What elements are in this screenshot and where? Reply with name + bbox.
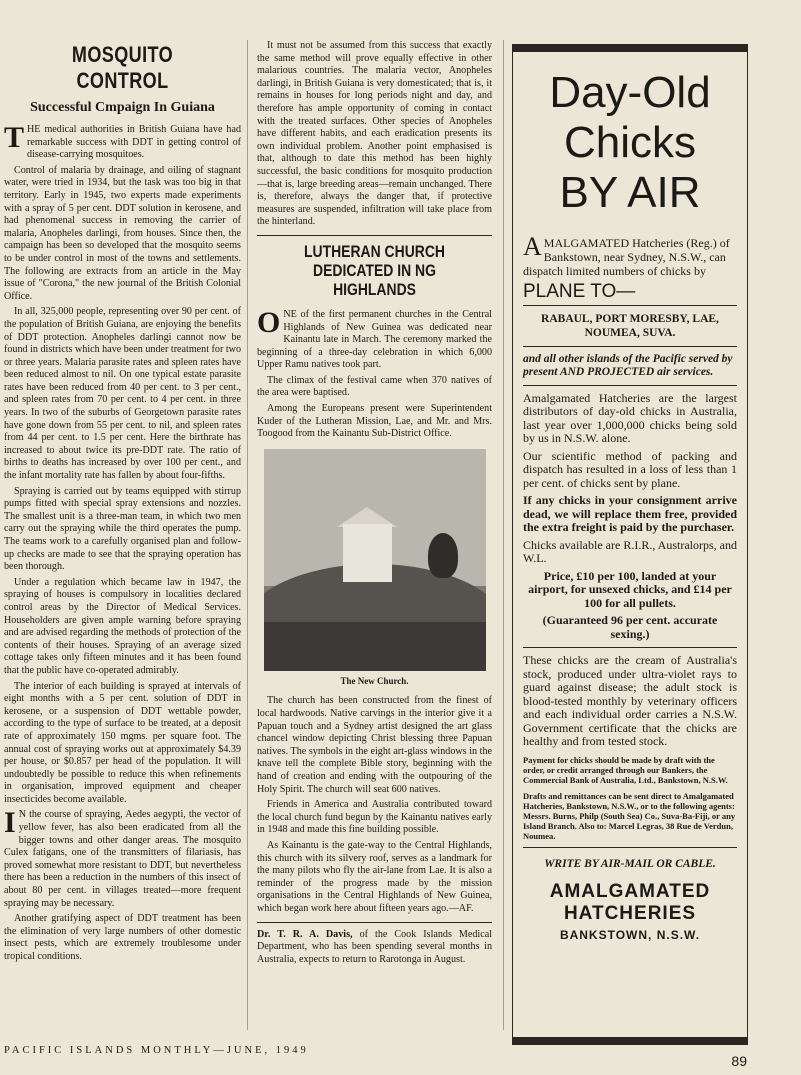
divider bbox=[257, 235, 492, 236]
paragraph: It must not be assumed from this success that exactly the same method will prove equally effective in other malarious countries. The malaria vector, Anopheles darlingi, in British Guiana is very domesticated; that is, it remains in houses for long periods night and day, and therefore has ample opportunity of coming in contact with the treated surfaces. Other species of Anopheles have different habits, and each eradication presents its own individual problem. Another point emphasised is that, although to date this method has been highly successful, the basic conditions for mosquito production—that is, large breeding areas—remain unchanged. There is, therefore, always the danger that, if protective measures are suspended, infiltration will take place from the hinterland. bbox=[257, 40, 492, 228]
paragraph: The church has been constructed from the finest of local hardwoods. Native carvings in the interior give it a Papuan touch and a Sydney artist designed the art glass chancel window depicting Christ blessing three Papuan natives. The symbols in the eight art-glass windows in the knave tell the complete Bible story, beginning with the hand of creation and ending with the outpouring of the Holy Spirit. The church will seat 600 natives. bbox=[257, 695, 492, 795]
article-title: LUTHERAN CHURCH DEDICATED IN NG HIGHLANDS bbox=[304, 241, 445, 299]
paragraph: Friends in America and Australia contributed toward the local church fund begun by the Kainantu natives early in 1948 and made this fine building possible. bbox=[257, 799, 492, 836]
paragraph: As Kainantu is the gate-way to the Central Highlands, this church with its silvery roof, serves as a landmark for the many pilots who fly the air-lane from Lae. It is also a reminder of the progress made by the mission organisations in the Central Highlands of New Guinea, which began work here about fifteen years ago.—AF. bbox=[257, 839, 492, 914]
photo-caption: The New Church. bbox=[340, 675, 409, 686]
ad-headline-line: BY AIR bbox=[559, 168, 701, 217]
ad-bottom-bar bbox=[513, 1037, 747, 1044]
ad-paragraph: Our scientific method of packing and dispatch has resulted in a loss of less than 1 per cent. of chicks sent by plane. bbox=[523, 448, 737, 490]
paragraph: Under a regulation which became law in 1947, the spraying of houses is compulsory in localities declared control areas by the Director of Medical Services. Householders are given ample warning before spraying and are advised regarding the methods of protection of the contents of their houses. Spraying of an average sized cottage takes only fifteen minutes and it has been found that the public have co-operated admirably. bbox=[4, 576, 241, 676]
page-footer: PACIFIC ISLANDS MONTHLY—JUNE, 1949 bbox=[4, 1045, 309, 1056]
paragraph: Among the Europeans present were Superintendent Kuder of the Lutheran Mission, Lae, and Mr. and Mrs. Toogood from the Kainantu Sub-District Office. bbox=[257, 403, 492, 440]
article-title: MOSQUITO CONTROL bbox=[71, 42, 174, 93]
advertisement bbox=[512, 44, 748, 1045]
paragraph: In all, 325,000 people, representing over 90 per cent. of the population of British Guiana, are enjoying the benefits of DDT protection. Anopheles darlingi cannot now be found in districts which have been under treatment for two or three years. Malaria parasite rates and spleen rates have been reduced almost to nil. On one typical estate parasite rates have been reduced from 40 per cent. to 3 per cent., and spleen rates from 70 per cent. to 4 per cent. in three years. In two of the suburbs of Georgetown parasite rates have gone down from 55 per cent. to nil, and spleen rates from 44 per cent. to 1.5 per cent. Here the birthrate has increased to about twice its pre-DDT rate. The ratio of births to deaths has increased by over 100 per cent., and the infant mortality rate has fallen by about four-fifths. bbox=[4, 306, 241, 482]
ad-remittance-note: Drafts and remittances can be sent direct to Amalgamated Hatcheries, Bankstown, N.S.W., or to the following agents: Messrs. Burns, Philp (South Sea) Co., Suva-Ba-Fiji, or any Island Branch. Also to: Marcel Legras, 38 Rue de Verdun, Noumea. bbox=[523, 790, 736, 841]
ad-guarantee: (Guaranteed 96 per cent. accurate sexing.) bbox=[542, 613, 718, 641]
paragraph: THE medical authorities in British Guiana have had remarkable success with DDT in getting control of disease-carrying mosquitoes. bbox=[4, 121, 241, 161]
paragraph: Another gratifying aspect of DDT treatment has been the elimination of very large numbers of other domestic insect pests, which are extremely troublesome under tropical conditions. bbox=[4, 913, 241, 962]
ad-headline bbox=[523, 68, 737, 218]
ad-headline-line: Chicks bbox=[563, 118, 697, 167]
personal-note bbox=[257, 929, 492, 967]
divider bbox=[523, 346, 737, 347]
ad-location: BANKSTOWN, N.S.W. bbox=[559, 927, 701, 942]
column-church bbox=[257, 40, 492, 969]
paragraph: The interior of each building is sprayed at intervals of eight months with a 5 per cent. solution of DDT in kerosene, or a suspension of DDT wettable powder, according to the type of surface to be treated, at a deposit rate of approximately 150 mgms. per square foot. The annual cost of spraying works out at approximately $4.39 per house, or $0.857 per head of the population. It will undoubtedly be possible to reduce this when refinements in organisation, improved equipment and cheaper insecticides become available. bbox=[4, 680, 241, 805]
divider bbox=[523, 385, 737, 386]
page-number: 89 bbox=[731, 1053, 747, 1069]
person-name: Dr. T. R. A. Davis, bbox=[257, 928, 353, 940]
ad-price: Price, £10 per 100, landed at your airport, for unsexed chicks, and £14 per 100 for all pullets. bbox=[528, 568, 732, 610]
ad-top-bar bbox=[513, 45, 747, 52]
divider bbox=[523, 305, 737, 306]
ad-paragraph: These chicks are the cream of Australia's stock, produced under ultra-violet rays to guard against disease; the adult stock is blood-tested monthly by veterinary officers and each individual order carries a N.S.W. Government certificate that the chicks are healthy and from tested stock. bbox=[523, 653, 737, 749]
ad-paragraph: Chicks available are R.I.R., Australorps, and W.L. bbox=[523, 537, 737, 566]
divider bbox=[257, 922, 492, 923]
article-subtitle: Successful Cmpaign In Guiana bbox=[30, 100, 215, 115]
ad-airmail: WRITE BY AIR-MAIL OR CABLE. bbox=[544, 857, 716, 870]
ad-company: AMALGAMATED HATCHERIES bbox=[549, 880, 711, 924]
ad-payment-note: Payment for chicks should be made by draft with the order, or credit arranged through our Bankers, the Commercial Bank of Australia, Ltd., Bankstown, N.S.W. bbox=[523, 754, 728, 785]
ad-paragraph: If any chicks in your consignment arrive dead, we will replace them free, provided the extra freight is paid by the purchaser. bbox=[523, 493, 737, 535]
paragraph: Control of malaria by drainage, and oiling of stagnant water, were tried in 1934, but the task was too big in that territory. Early in 1945, two experts made experiments with a spray of 5 per cent. DDT solution in kerosene, and had phenomenal success in removing the carrier of malaria, Anopheles darlingi, from houses. Since then, the campaign has been so developed that the mosquito seems to be under control in most of the towns and settlements. The following are extracts from an article in the May issue of "Corona," the new journal of the British Colonial Office. bbox=[4, 164, 241, 302]
note-text: of the Cook Islands Medical Department, who has been spending several months in Australia, expects to return to Rarotonga in August. bbox=[257, 928, 492, 965]
paragraph: Spraying is carried out by teams equipped with stirrup pumps fitted with special spray extensions and nozzles. The smallest unit is a three-man team, in which two men carry out the spraying while the third operates the pump. The teams work to a carefully organised plan and follow-up checks are made to see that the spraying operation has been thorough. bbox=[4, 485, 241, 573]
ad-headline-line: Day-Old bbox=[549, 68, 711, 117]
column-rule bbox=[503, 40, 504, 1030]
ad-box bbox=[512, 44, 748, 1045]
paragraph: IN the course of spraying, Aedes aegypti, the vector of yellow fever, has also been eradicated from all the bigger towns and other danger areas. The mosquito Culex fatigans, one of the transmitters of filariasis, has proved somewhat more resistant to DDT, but nevertheless there has been a reduction in the numbers of this insect of about 80 per cent. in villages treated—more frequent spraying may be necessary. bbox=[4, 806, 241, 909]
divider bbox=[523, 647, 737, 648]
paragraph: ONE of the first permanent churches in the Central Highlands of New Guinea was dedicated near Kainantu late in March. The ceremony marked the beginning of a three-day celebration in which 6,000 Upper Ramu natives took part. bbox=[257, 305, 492, 371]
ad-pacific-note: and all other islands of the Pacific served by present AND PROJECTED air services. bbox=[523, 352, 733, 378]
paragraph: The climax of the festival came when 370 natives of the area were baptised. bbox=[257, 374, 492, 399]
divider bbox=[523, 847, 737, 848]
ad-paragraph: Amalgamated Hatcheries are the largest distributors of day-old chicks in Australia, last year over 1,000,000 chicks being sold by us in N.S.W. alone. bbox=[523, 390, 737, 446]
column-mosquito bbox=[4, 40, 241, 967]
drop-cap: A bbox=[523, 232, 542, 261]
ad-destinations: RABAUL, PORT MORESBY, LAE, NOUMEA, SUVA. bbox=[541, 312, 719, 339]
ad-plane-heading: PLANE TO— bbox=[523, 281, 636, 302]
column-rule bbox=[247, 40, 248, 1030]
ad-intro: AMALGAMATED Hatcheries (Reg.) of Bankstown, near Sydney, N.S.W., can dispatch limited numbers of chicks by bbox=[523, 232, 730, 278]
church-photo bbox=[264, 449, 486, 671]
